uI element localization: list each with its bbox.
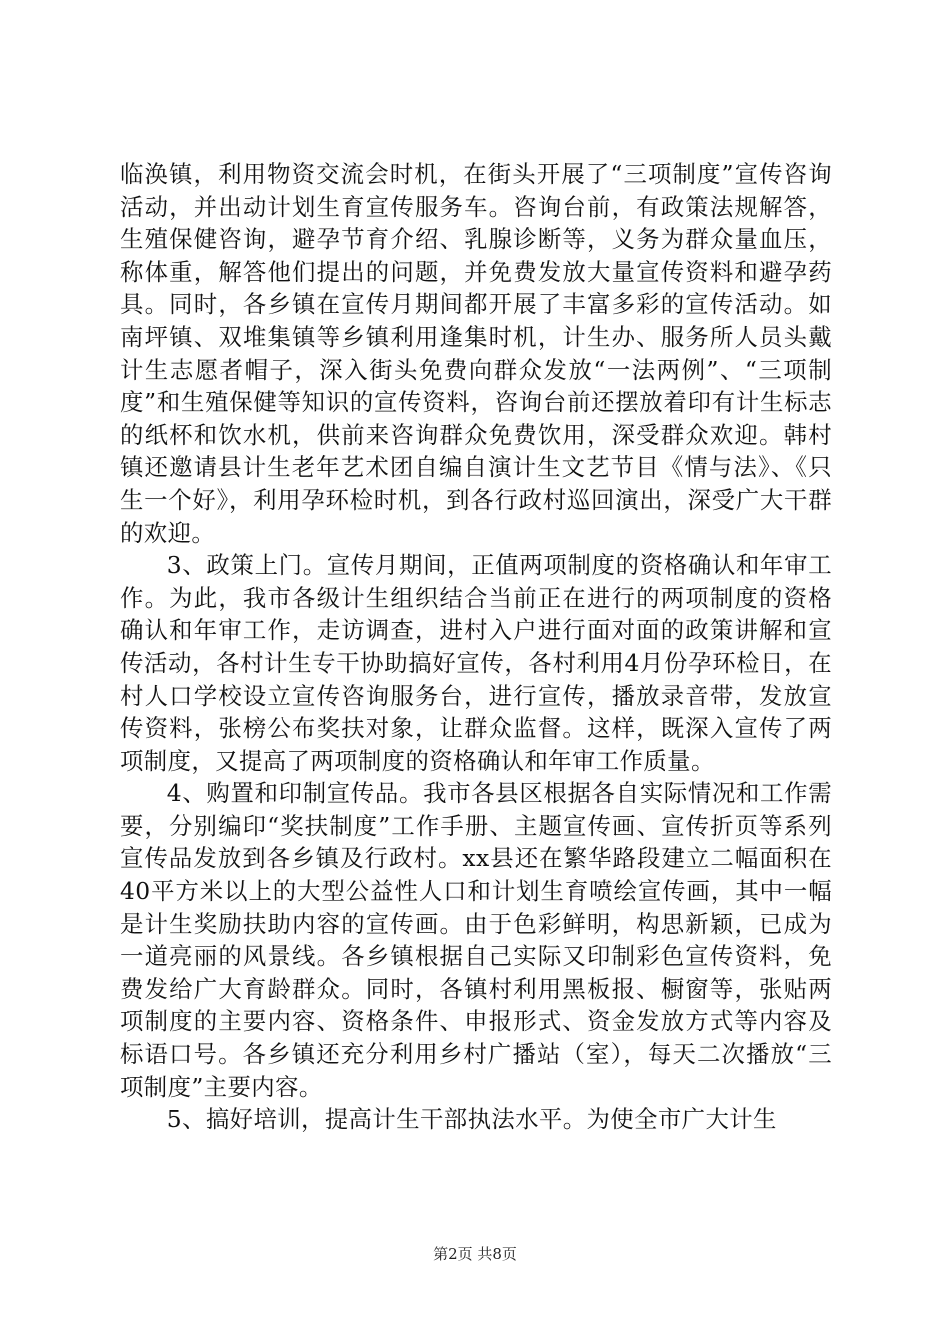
paragraph-2: 3、政策上门。宣传月期间，正值两项制度的资格确认和年审工作。为此，我市各级计生组织结合当前正在进行的两项制度的资格确认和年审工作，走访调查，进村入户进行面对面的政策讲解和宣传活动，各村计生专干协助搞好宣传，各村利用4月份孕环检日，在村人口学校设立宣传咨询服务台，进行宣传，播放录音带，发放宣传资料，张榜公布奖扶对象，让群众监督。这样，既深入宣传了两项制度，又提高了两项制度的资格确认和年审工作质量。	[120, 551, 832, 775]
paragraph-4: 5、搞好培训，提高计生干部执法水平。为使全市广大计生	[166, 1105, 777, 1134]
paragraph-1: 临涣镇，利用物资交流会时机，在街头开展了“三项制度”宣传咨询活动，并出动计划生育宣传服务车。咨询台前，有政策法规解答，生殖保健咨询，避孕节育介绍、乳腺诊断等，义务为群众量血压，称体重，解答他们提出的问题，并免费发放大量宣传资料和避孕药具。同时，各乡镇在宣传月期间都开展了丰富多彩的宣传活动。如南坪镇、双堆集镇等乡镇利用逢集时机，计生办、服务所人员头戴计生志愿者帽子，深入街头免费向群众发放“一法两例”、“三项制度”和生殖保健等知识的宣传资料，咨询台前还摆放着印有计生标志的纸杯和饮水机，供前来咨询群众免费饮用，深受群众欢迎。韩村镇还邀请县计生老年艺术团自编自演计生文艺节目《情与法》、《只生一个好》，利用孕环检时机，到各行政村巡回演出，深受广大干群的欢迎。	[120, 160, 832, 547]
paragraph-3: 4、购置和印制宣传品。我市各县区根据各自实际情况和工作需要，分别编印“奖扶制度”工作手册、主题宣传画、宣传折页等系列宣传品发放到各乡镇及行政村。xx县还在繁华路段建立二幅面积在40平方米以上的大型公益性人口和计划生育喷绘宣传画，其中一幅是计生奖励扶助内容的宣传画。由于色彩鲜明，构思新颖，已成为一道亮丽的风景线。各乡镇根据自己实际又印制彩色宣传资料，免费发给广大育龄群众。同时，各镇村利用黑板报、橱窗等，张贴两项制度的主要内容、资格条件、申报形式、资金发放方式等内容及标语口号。各乡镇还充分利用乡村广播站（室），每天二次播放“三项制度”主要内容。	[120, 779, 832, 1101]
page-footer: 第2页 共8页	[433, 1245, 517, 1263]
document-body	[120, 158, 832, 1136]
